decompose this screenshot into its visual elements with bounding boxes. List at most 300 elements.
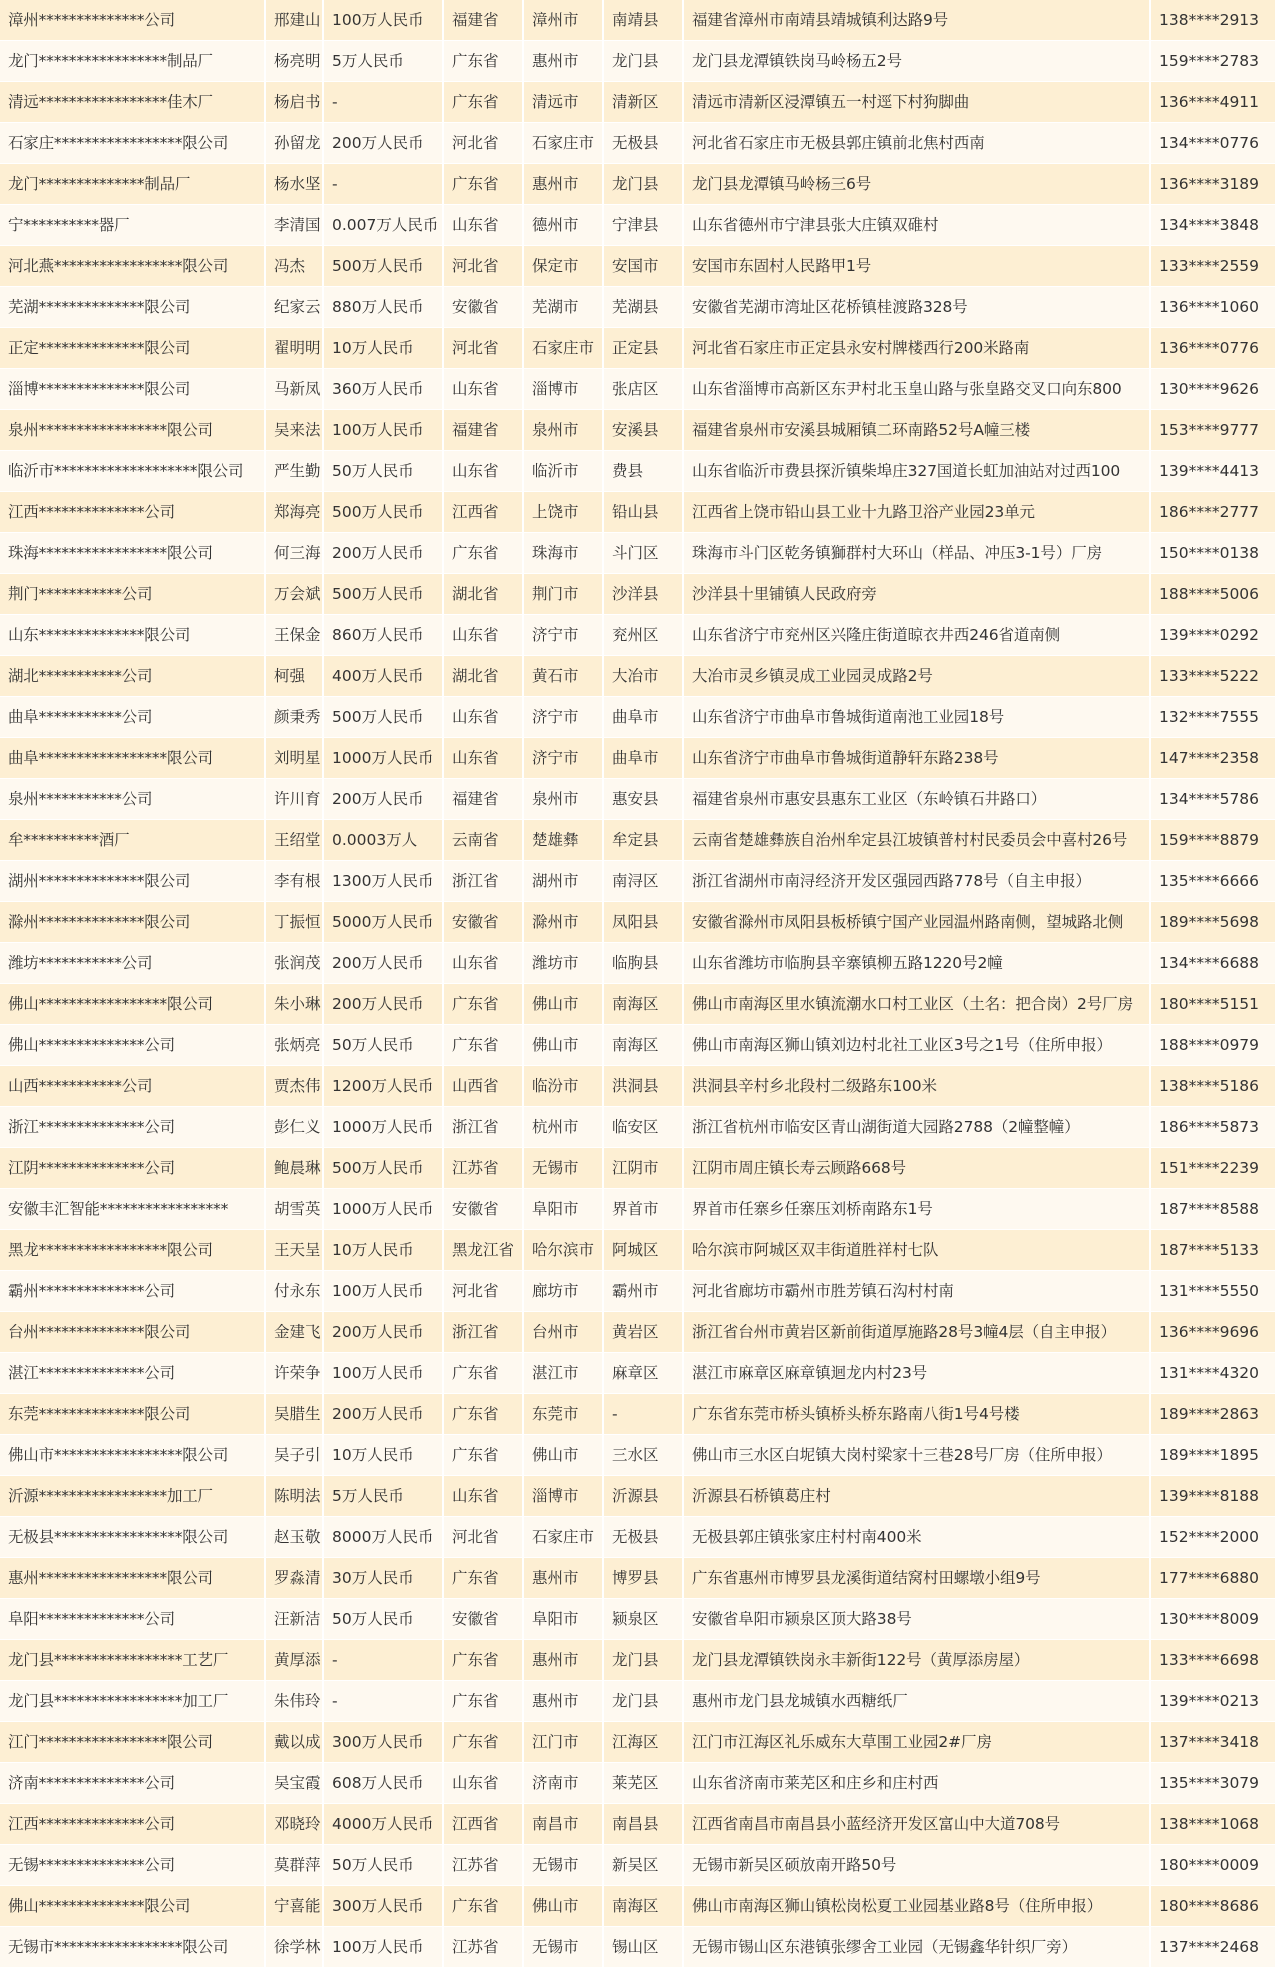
district-cell: 黄岩区 <box>603 1312 683 1353</box>
legal-rep-cell: 严生勤 <box>265 451 323 492</box>
address-cell: 云南省楚雄彝族自治州牟定县江坡镇普村村民委员会中喜村26号 <box>683 820 1150 861</box>
city-cell: 济宁市 <box>523 697 603 738</box>
district-cell: 曲阜市 <box>603 738 683 779</box>
legal-rep-cell: 贾杰伟 <box>265 1066 323 1107</box>
legal-rep-cell: 陈明法 <box>265 1476 323 1517</box>
city-cell: 石家庄市 <box>523 123 603 164</box>
registered-capital-cell: - <box>323 82 443 123</box>
district-cell: 阿城区 <box>603 1230 683 1271</box>
city-cell: 无锡市 <box>523 1148 603 1189</box>
registered-capital-cell: 10万人民币 <box>323 1230 443 1271</box>
province-cell: 广东省 <box>443 1558 523 1599</box>
district-cell: 费县 <box>603 451 683 492</box>
company-name-cell: 佛山市*****************限公司 <box>0 1435 265 1476</box>
table-row <box>0 1394 1275 1435</box>
phone-cell: 139****0213 <box>1150 1681 1275 1722</box>
district-cell: 南浔区 <box>603 861 683 902</box>
district-cell: 麻章区 <box>603 1353 683 1394</box>
company-name-cell: 正定**************限公司 <box>0 328 265 369</box>
province-cell: 山东省 <box>443 738 523 779</box>
district-cell: 南海区 <box>603 1886 683 1927</box>
phone-cell: 139****8188 <box>1150 1476 1275 1517</box>
district-cell: 兖州区 <box>603 615 683 656</box>
company-name-cell: 漳州**************公司 <box>0 0 265 41</box>
district-cell: 霸州市 <box>603 1271 683 1312</box>
province-cell: 山西省 <box>443 1066 523 1107</box>
registered-capital-cell: 100万人民币 <box>323 1927 443 1968</box>
phone-cell: 136****0776 <box>1150 328 1275 369</box>
district-cell: 凤阳县 <box>603 902 683 943</box>
address-cell: 福建省漳州市南靖县靖城镇利达路9号 <box>683 0 1150 41</box>
address-cell: 湛江市麻章区麻章镇迴龙内村23号 <box>683 1353 1150 1394</box>
province-cell: 云南省 <box>443 820 523 861</box>
table-row <box>0 533 1275 574</box>
city-cell: 黄石市 <box>523 656 603 697</box>
phone-cell: 188****5006 <box>1150 574 1275 615</box>
district-cell: 安溪县 <box>603 410 683 451</box>
table-row <box>0 697 1275 738</box>
table-row <box>0 1025 1275 1066</box>
province-cell: 河北省 <box>443 1517 523 1558</box>
phone-cell: 136****4911 <box>1150 82 1275 123</box>
table-row <box>0 328 1275 369</box>
phone-cell: 132****7555 <box>1150 697 1275 738</box>
table-row <box>0 943 1275 984</box>
address-cell: 江西省南昌市南昌县小蓝经济开发区富山中大道708号 <box>683 1804 1150 1845</box>
district-cell: 沂源县 <box>603 1476 683 1517</box>
phone-cell: 137****2468 <box>1150 1927 1275 1968</box>
legal-rep-cell: 许荣争 <box>265 1353 323 1394</box>
company-name-cell: 惠州*****************限公司 <box>0 1558 265 1599</box>
company-name-cell: 湛江**************公司 <box>0 1353 265 1394</box>
phone-cell: 187****5133 <box>1150 1230 1275 1271</box>
table-row <box>0 574 1275 615</box>
address-cell: 山东省济宁市曲阜市鲁城街道南池工业园18号 <box>683 697 1150 738</box>
company-name-cell: 龙门县*****************工艺厂 <box>0 1640 265 1681</box>
phone-cell: 138****2913 <box>1150 0 1275 41</box>
table-row <box>0 82 1275 123</box>
city-cell: 漳州市 <box>523 0 603 41</box>
province-cell: 山东省 <box>443 1476 523 1517</box>
address-cell: 河北省廊坊市霸州市胜芳镇石沟村村南 <box>683 1271 1150 1312</box>
table-row <box>0 1066 1275 1107</box>
city-cell: 临汾市 <box>523 1066 603 1107</box>
district-cell: 南海区 <box>603 984 683 1025</box>
table-row <box>0 1353 1275 1394</box>
phone-cell: 136****1060 <box>1150 287 1275 328</box>
legal-rep-cell: 宁喜能 <box>265 1886 323 1927</box>
city-cell: 惠州市 <box>523 1640 603 1681</box>
province-cell: 山东省 <box>443 205 523 246</box>
province-cell: 江苏省 <box>443 1148 523 1189</box>
city-cell: 滁州市 <box>523 902 603 943</box>
company-name-cell: 阜阳**************公司 <box>0 1599 265 1640</box>
province-cell: 河北省 <box>443 1271 523 1312</box>
legal-rep-cell: 吴子引 <box>265 1435 323 1476</box>
table-row <box>0 1804 1275 1845</box>
legal-rep-cell: 许川育 <box>265 779 323 820</box>
registered-capital-cell: 200万人民币 <box>323 533 443 574</box>
phone-cell: 130****8009 <box>1150 1599 1275 1640</box>
city-cell: 石家庄市 <box>523 328 603 369</box>
phone-cell: 130****9626 <box>1150 369 1275 410</box>
table-row <box>0 1435 1275 1476</box>
registered-capital-cell: 360万人民币 <box>323 369 443 410</box>
legal-rep-cell: 李有根 <box>265 861 323 902</box>
company-name-cell: 霸州**************公司 <box>0 1271 265 1312</box>
table-row <box>0 1845 1275 1886</box>
district-cell: 无极县 <box>603 123 683 164</box>
address-cell: 清远市清新区浸潭镇五一村逕下村狗脚曲 <box>683 82 1150 123</box>
phone-cell: 189****1895 <box>1150 1435 1275 1476</box>
province-cell: 湖北省 <box>443 574 523 615</box>
address-cell: 山东省济宁市兖州区兴隆庄街道晾衣井西246省道南侧 <box>683 615 1150 656</box>
province-cell: 广东省 <box>443 82 523 123</box>
phone-cell: 189****5698 <box>1150 902 1275 943</box>
phone-cell: 137****3418 <box>1150 1722 1275 1763</box>
company-name-cell: 珠海*****************限公司 <box>0 533 265 574</box>
registered-capital-cell: 8000万人民币 <box>323 1517 443 1558</box>
address-cell: 江门市江海区礼乐威东大草围工业园2#厂房 <box>683 1722 1150 1763</box>
registered-capital-cell: 5000万人民币 <box>323 902 443 943</box>
registered-capital-cell: 50万人民币 <box>323 1025 443 1066</box>
table-row <box>0 0 1275 41</box>
table-row <box>0 492 1275 533</box>
address-cell: 山东省临沂市费县探沂镇柴埠庄327国道长虹加油站对过西100 <box>683 451 1150 492</box>
table-row <box>0 369 1275 410</box>
province-cell: 浙江省 <box>443 1312 523 1353</box>
table-row <box>0 1640 1275 1681</box>
province-cell: 江苏省 <box>443 1927 523 1968</box>
table-row <box>0 1189 1275 1230</box>
table-row <box>0 779 1275 820</box>
legal-rep-cell: 吴腊生 <box>265 1394 323 1435</box>
district-cell: 江阴市 <box>603 1148 683 1189</box>
registered-capital-cell: 100万人民币 <box>323 410 443 451</box>
table-row <box>0 1148 1275 1189</box>
district-cell: 南昌县 <box>603 1804 683 1845</box>
address-cell: 哈尔滨市阿城区双丰街道胜祥村七队 <box>683 1230 1150 1271</box>
district-cell: 临朐县 <box>603 943 683 984</box>
district-cell: 锡山区 <box>603 1927 683 1968</box>
address-cell: 山东省济南市莱芜区和庄乡和庄村西 <box>683 1763 1150 1804</box>
address-cell: 江阴市周庄镇长寿云顾路668号 <box>683 1148 1150 1189</box>
city-cell: 阜阳市 <box>523 1189 603 1230</box>
address-cell: 龙门县龙潭镇马岭杨三6号 <box>683 164 1150 205</box>
province-cell: 福建省 <box>443 0 523 41</box>
company-name-cell: 潍坊***********公司 <box>0 943 265 984</box>
company-name-cell: 江门*****************限公司 <box>0 1722 265 1763</box>
province-cell: 江西省 <box>443 492 523 533</box>
legal-rep-cell: 翟明明 <box>265 328 323 369</box>
company-name-cell: 佛山**************公司 <box>0 1025 265 1066</box>
city-cell: 保定市 <box>523 246 603 287</box>
district-cell: 曲阜市 <box>603 697 683 738</box>
district-cell: 惠安县 <box>603 779 683 820</box>
legal-rep-cell: 胡雪英 <box>265 1189 323 1230</box>
city-cell: 德州市 <box>523 205 603 246</box>
phone-cell: 188****0979 <box>1150 1025 1275 1066</box>
legal-rep-cell: 彭仁义 <box>265 1107 323 1148</box>
district-cell: 安国市 <box>603 246 683 287</box>
table-row <box>0 902 1275 943</box>
phone-cell: 134****6688 <box>1150 943 1275 984</box>
phone-cell: 138****1068 <box>1150 1804 1275 1845</box>
city-cell: 上饶市 <box>523 492 603 533</box>
phone-cell: 180****5151 <box>1150 984 1275 1025</box>
province-cell: 湖北省 <box>443 656 523 697</box>
table-row <box>0 1722 1275 1763</box>
address-cell: 安国市东固村人民路甲1号 <box>683 246 1150 287</box>
legal-rep-cell: 李清国 <box>265 205 323 246</box>
city-cell: 淄博市 <box>523 369 603 410</box>
address-cell: 无极县郭庄镇张家庄村村南400米 <box>683 1517 1150 1558</box>
district-cell: 宁津县 <box>603 205 683 246</box>
address-cell: 浙江省杭州市临安区青山湖街道大园路2788（2幢整幢） <box>683 1107 1150 1148</box>
company-name-cell: 龙门*****************制品厂 <box>0 41 265 82</box>
table-row <box>0 984 1275 1025</box>
province-cell: 广东省 <box>443 1353 523 1394</box>
province-cell: 安徽省 <box>443 902 523 943</box>
legal-rep-cell: 王保金 <box>265 615 323 656</box>
district-cell: 清新区 <box>603 82 683 123</box>
address-cell: 佛山市三水区白坭镇大岗村梁家十三巷28号厂房（住所申报） <box>683 1435 1150 1476</box>
company-name-cell: 曲阜***********公司 <box>0 697 265 738</box>
phone-cell: 151****2239 <box>1150 1148 1275 1189</box>
company-name-cell: 牟**********酒厂 <box>0 820 265 861</box>
district-cell: 龙门县 <box>603 1640 683 1681</box>
registered-capital-cell: 200万人民币 <box>323 1394 443 1435</box>
registered-capital-cell: 500万人民币 <box>323 492 443 533</box>
company-name-cell: 湖北***********公司 <box>0 656 265 697</box>
district-cell: 牟定县 <box>603 820 683 861</box>
registered-capital-cell: 200万人民币 <box>323 123 443 164</box>
city-cell: 潍坊市 <box>523 943 603 984</box>
registered-capital-cell: 50万人民币 <box>323 451 443 492</box>
company-name-cell: 无锡市*****************限公司 <box>0 1927 265 1968</box>
district-cell: 颍泉区 <box>603 1599 683 1640</box>
city-cell: 南昌市 <box>523 1804 603 1845</box>
legal-rep-cell: 杨启书 <box>265 82 323 123</box>
company-name-cell: 台州**************限公司 <box>0 1312 265 1353</box>
table-row <box>0 1476 1275 1517</box>
province-cell: 广东省 <box>443 533 523 574</box>
registered-capital-cell: 100万人民币 <box>323 1353 443 1394</box>
company-name-cell: 泉州***********公司 <box>0 779 265 820</box>
province-cell: 浙江省 <box>443 861 523 902</box>
province-cell: 河北省 <box>443 123 523 164</box>
phone-cell: 136****3189 <box>1150 164 1275 205</box>
table-row <box>0 1271 1275 1312</box>
city-cell: 淄博市 <box>523 1476 603 1517</box>
registered-capital-cell: 1000万人民币 <box>323 1107 443 1148</box>
province-cell: 山东省 <box>443 369 523 410</box>
address-cell: 河北省石家庄市无极县郭庄镇前北焦村西南 <box>683 123 1150 164</box>
city-cell: 惠州市 <box>523 1558 603 1599</box>
legal-rep-cell: 马新凤 <box>265 369 323 410</box>
city-cell: 清远市 <box>523 82 603 123</box>
registered-capital-cell: 100万人民币 <box>323 1271 443 1312</box>
address-cell: 广东省惠州市博罗县龙溪街道结窝村田螺墩小组9号 <box>683 1558 1150 1599</box>
company-name-cell: 清远*****************佳木厂 <box>0 82 265 123</box>
district-cell: 龙门县 <box>603 164 683 205</box>
address-cell: 佛山市南海区里水镇流潮水口村工业区（土名：把合岗）2号厂房 <box>683 984 1150 1025</box>
legal-rep-cell: 丁振恒 <box>265 902 323 943</box>
company-name-cell: 沂源*****************加工厂 <box>0 1476 265 1517</box>
phone-cell: 134****5786 <box>1150 779 1275 820</box>
company-name-cell: 河北燕*****************限公司 <box>0 246 265 287</box>
phone-cell: 136****9696 <box>1150 1312 1275 1353</box>
company-name-cell: 安徽丰汇智能***************** <box>0 1189 265 1230</box>
table-row <box>0 1886 1275 1927</box>
phone-cell: 180****0009 <box>1150 1845 1275 1886</box>
table-row <box>0 1312 1275 1353</box>
city-cell: 济宁市 <box>523 738 603 779</box>
address-cell: 山东省潍坊市临朐县辛寨镇柳五路1220号2幢 <box>683 943 1150 984</box>
phone-cell: 159****8879 <box>1150 820 1275 861</box>
legal-rep-cell: 邓晓玲 <box>265 1804 323 1845</box>
phone-cell: 139****0292 <box>1150 615 1275 656</box>
phone-cell: 133****2559 <box>1150 246 1275 287</box>
address-cell: 界首市任寨乡任寨压刘桥南路东1号 <box>683 1189 1150 1230</box>
registered-capital-cell: 1000万人民币 <box>323 738 443 779</box>
phone-cell: 186****5873 <box>1150 1107 1275 1148</box>
city-cell: 东莞市 <box>523 1394 603 1435</box>
phone-cell: 131****4320 <box>1150 1353 1275 1394</box>
city-cell: 无锡市 <box>523 1845 603 1886</box>
registered-capital-cell: 30万人民币 <box>323 1558 443 1599</box>
legal-rep-cell: 张炳亮 <box>265 1025 323 1066</box>
district-cell: 莱芜区 <box>603 1763 683 1804</box>
city-cell: 芜湖市 <box>523 287 603 328</box>
address-cell: 安徽省阜阳市颍泉区顶大路38号 <box>683 1599 1150 1640</box>
address-cell: 浙江省湖州市南浔经济开发区强园西路778号（自主申报） <box>683 861 1150 902</box>
address-cell: 洪洞县辛村乡北段村二级路东100米 <box>683 1066 1150 1107</box>
address-cell: 福建省泉州市惠安县惠东工业区（东岭镇石井路口） <box>683 779 1150 820</box>
company-name-cell: 荆门***********公司 <box>0 574 265 615</box>
province-cell: 山东省 <box>443 1763 523 1804</box>
address-cell: 沙洋县十里铺镇人民政府旁 <box>683 574 1150 615</box>
phone-cell: 139****4413 <box>1150 451 1275 492</box>
address-cell: 无锡市锡山区东港镇张缪舍工业园（无锡鑫华针织厂旁） <box>683 1927 1150 1968</box>
company-name-cell: 江西**************公司 <box>0 1804 265 1845</box>
province-cell: 广东省 <box>443 1025 523 1066</box>
city-cell: 杭州市 <box>523 1107 603 1148</box>
registered-capital-cell: 400万人民币 <box>323 656 443 697</box>
legal-rep-cell: 邢建山 <box>265 0 323 41</box>
registered-capital-cell: 300万人民币 <box>323 1886 443 1927</box>
address-cell: 佛山市南海区狮山镇松岗松夏工业园基业路8号（住所申报） <box>683 1886 1150 1927</box>
district-cell: 三水区 <box>603 1435 683 1476</box>
city-cell: 济南市 <box>523 1763 603 1804</box>
legal-rep-cell: 付永东 <box>265 1271 323 1312</box>
phone-cell: 133****6698 <box>1150 1640 1275 1681</box>
city-cell: 泉州市 <box>523 410 603 451</box>
province-cell: 广东省 <box>443 1435 523 1476</box>
legal-rep-cell: 莫群萍 <box>265 1845 323 1886</box>
province-cell: 广东省 <box>443 1394 523 1435</box>
city-cell: 湖州市 <box>523 861 603 902</box>
city-cell: 无锡市 <box>523 1927 603 1968</box>
company-name-cell: 无锡**************公司 <box>0 1845 265 1886</box>
phone-cell: 186****2777 <box>1150 492 1275 533</box>
phone-cell: 153****9777 <box>1150 410 1275 451</box>
phone-cell: 134****0776 <box>1150 123 1275 164</box>
table-row <box>0 451 1275 492</box>
registered-capital-cell: 10万人民币 <box>323 1435 443 1476</box>
city-cell: 佛山市 <box>523 984 603 1025</box>
company-name-cell: 临沂市*******************限公司 <box>0 451 265 492</box>
legal-rep-cell: 朱小琳 <box>265 984 323 1025</box>
district-cell: 南海区 <box>603 1025 683 1066</box>
address-cell: 佛山市南海区狮山镇刘边村北社工业区3号之1号（住所申报） <box>683 1025 1150 1066</box>
registered-capital-cell: 860万人民币 <box>323 615 443 656</box>
registered-capital-cell: 200万人民币 <box>323 1312 443 1353</box>
district-cell: 无极县 <box>603 1517 683 1558</box>
registered-capital-cell: 500万人民币 <box>323 574 443 615</box>
registered-capital-cell: 608万人民币 <box>323 1763 443 1804</box>
district-cell: 界首市 <box>603 1189 683 1230</box>
province-cell: 安徽省 <box>443 287 523 328</box>
address-cell: 珠海市斗门区乾务镇獅群村大环山（样品、冲压3-1号）厂房 <box>683 533 1150 574</box>
phone-cell: 135****3079 <box>1150 1763 1275 1804</box>
registered-capital-cell: 200万人民币 <box>323 779 443 820</box>
city-cell: 佛山市 <box>523 1025 603 1066</box>
city-cell: 廊坊市 <box>523 1271 603 1312</box>
province-cell: 广东省 <box>443 164 523 205</box>
address-cell: 安徽省芜湖市湾址区花桥镇桂渡路328号 <box>683 287 1150 328</box>
table-row <box>0 1681 1275 1722</box>
address-cell: 无锡市新吴区硕放南开路50号 <box>683 1845 1150 1886</box>
table-row <box>0 820 1275 861</box>
address-cell: 河北省石家庄市正定县永安村牌楼西行200米路南 <box>683 328 1150 369</box>
address-cell: 安徽省滁州市凤阳县板桥镇宁国产业园温州路南侧，望城路北侧 <box>683 902 1150 943</box>
legal-rep-cell: 柯强 <box>265 656 323 697</box>
district-cell: 临安区 <box>603 1107 683 1148</box>
phone-cell: 177****6880 <box>1150 1558 1275 1599</box>
phone-cell: 180****8686 <box>1150 1886 1275 1927</box>
province-cell: 广东省 <box>443 1886 523 1927</box>
company-name-cell: 龙门县*****************加工厂 <box>0 1681 265 1722</box>
phone-cell: 138****5186 <box>1150 1066 1275 1107</box>
registered-capital-cell: 500万人民币 <box>323 697 443 738</box>
legal-rep-cell: 朱伟玲 <box>265 1681 323 1722</box>
legal-rep-cell: 颜秉秀 <box>265 697 323 738</box>
company-name-cell: 东莞**************限公司 <box>0 1394 265 1435</box>
city-cell: 惠州市 <box>523 41 603 82</box>
company-name-cell: 济南**************公司 <box>0 1763 265 1804</box>
company-name-cell: 无极县*****************限公司 <box>0 1517 265 1558</box>
address-cell: 龙门县龙潭镇铁岗马岭杨五2号 <box>683 41 1150 82</box>
legal-rep-cell: 金建飞 <box>265 1312 323 1353</box>
address-cell: 江西省上饶市铅山县工业十九路卫浴产业园23单元 <box>683 492 1150 533</box>
registered-capital-cell: 880万人民币 <box>323 287 443 328</box>
province-cell: 江西省 <box>443 1804 523 1845</box>
company-name-cell: 佛山**************限公司 <box>0 1886 265 1927</box>
company-name-cell: 黑龙*****************限公司 <box>0 1230 265 1271</box>
province-cell: 浙江省 <box>443 1107 523 1148</box>
province-cell: 山东省 <box>443 451 523 492</box>
province-cell: 广东省 <box>443 41 523 82</box>
province-cell: 广东省 <box>443 1640 523 1681</box>
registered-capital-cell: 5万人民币 <box>323 41 443 82</box>
city-cell: 江门市 <box>523 1722 603 1763</box>
province-cell: 河北省 <box>443 246 523 287</box>
registered-capital-cell: 1200万人民币 <box>323 1066 443 1107</box>
registered-capital-cell: - <box>323 1640 443 1681</box>
legal-rep-cell: 郑海亮 <box>265 492 323 533</box>
company-name-cell: 佛山*****************限公司 <box>0 984 265 1025</box>
